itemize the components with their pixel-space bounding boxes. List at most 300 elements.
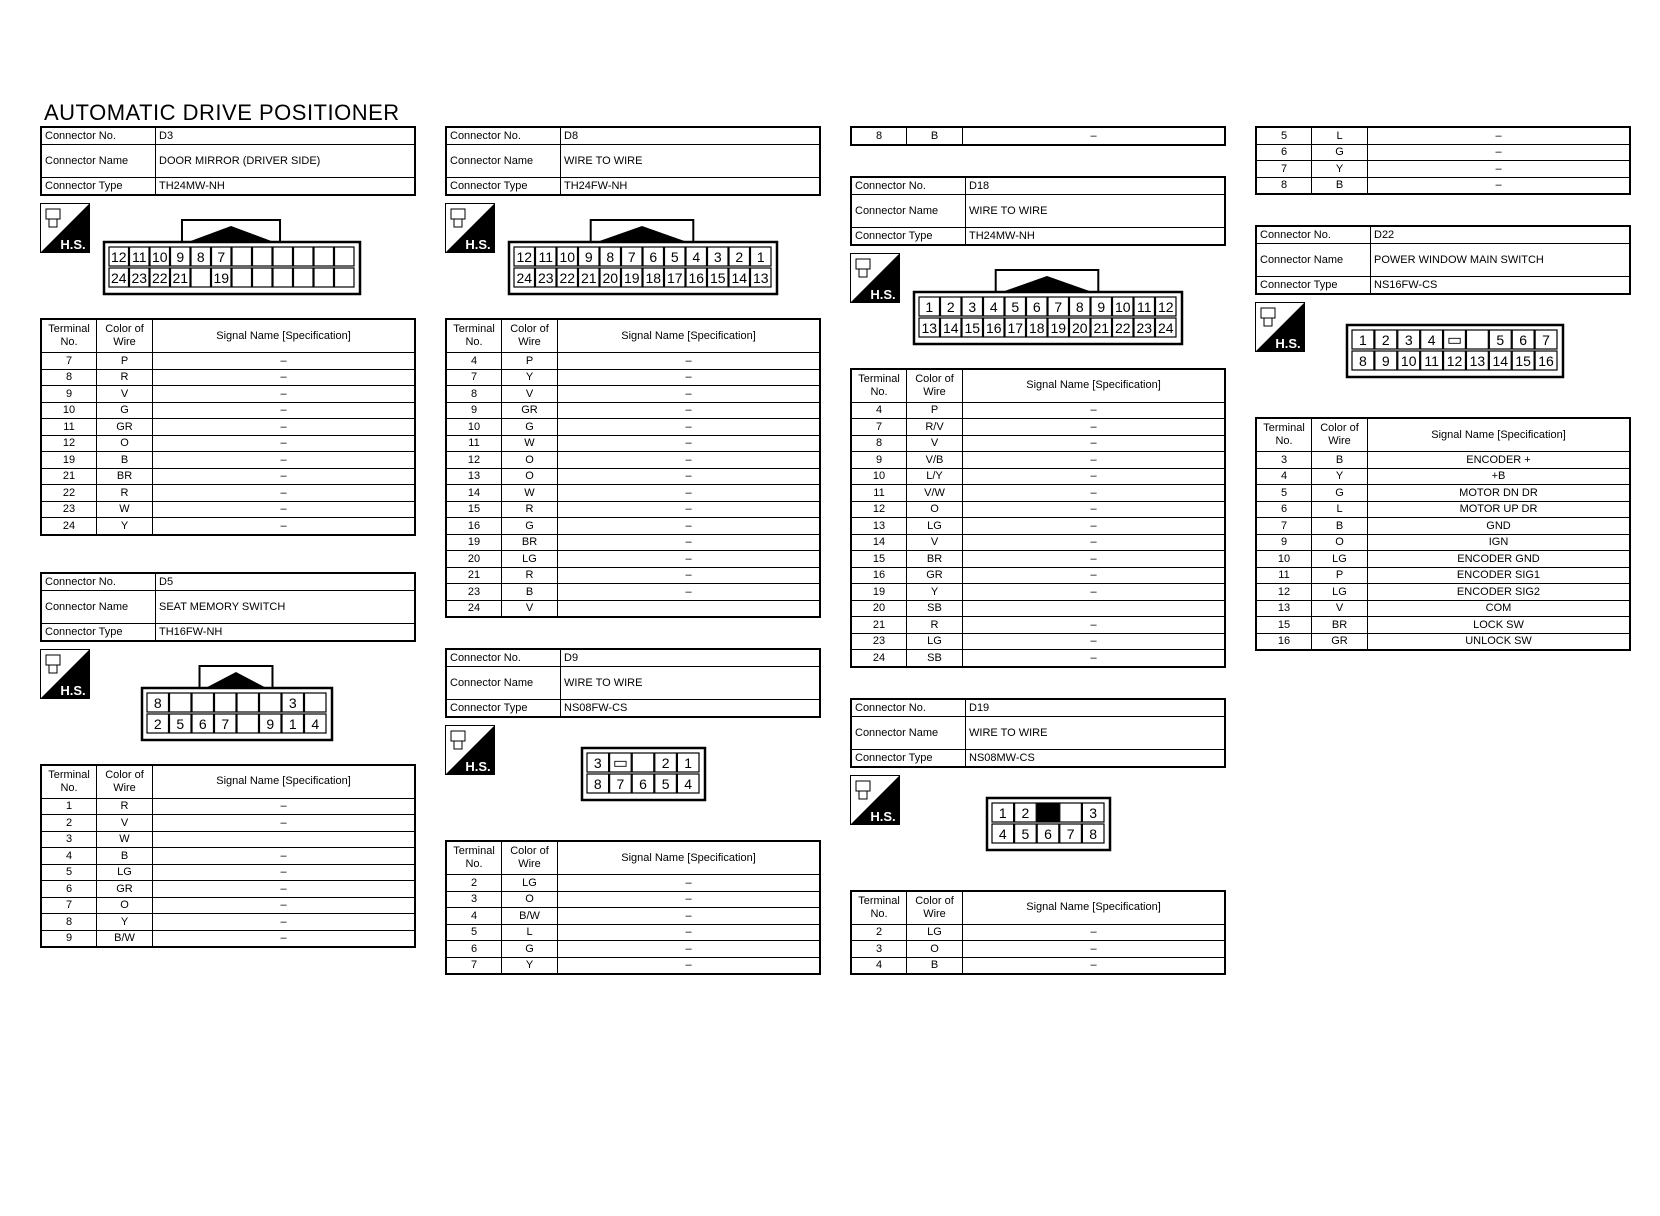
pin-number: 7 bbox=[616, 776, 625, 792]
pin-cell bbox=[170, 693, 192, 712]
table-row bbox=[41, 881, 415, 898]
table-cell: ENCODER SIG1 bbox=[1368, 567, 1631, 584]
table-cell: 12 bbox=[446, 452, 502, 469]
table-cell: – bbox=[963, 452, 1226, 469]
table-cell: R bbox=[97, 485, 153, 502]
pin-number: 11 bbox=[538, 249, 554, 265]
pin-number: 12 bbox=[516, 249, 533, 265]
pin-number: 4 bbox=[311, 715, 320, 732]
header-signal: Signal Name [Specification] bbox=[1368, 418, 1631, 452]
pin-number: 9 bbox=[1097, 298, 1106, 315]
info-row bbox=[1256, 226, 1630, 244]
pin-number: 2 bbox=[661, 755, 670, 771]
pin-number: 22 bbox=[1114, 319, 1131, 336]
table-cell: – bbox=[558, 957, 821, 974]
table-row bbox=[1256, 518, 1630, 535]
connector-type: NS08FW-CS bbox=[561, 700, 821, 718]
table-row bbox=[851, 584, 1225, 601]
table-cell: BR bbox=[502, 534, 558, 551]
table-cell: – bbox=[153, 501, 416, 518]
table-row bbox=[1256, 633, 1630, 650]
pin-number: 5 bbox=[670, 249, 679, 265]
table-row bbox=[41, 435, 415, 452]
pin-number: 12 bbox=[1446, 353, 1463, 369]
info-row bbox=[41, 127, 415, 145]
table-cell: O bbox=[502, 452, 558, 469]
table-cell: 8 bbox=[41, 369, 97, 386]
table-cell: B bbox=[907, 957, 963, 974]
pin-number: 22 bbox=[151, 270, 168, 286]
table-cell: GR bbox=[502, 402, 558, 419]
connector-diagram bbox=[850, 246, 1226, 368]
info-row bbox=[851, 194, 1225, 227]
pin-number: 1 bbox=[925, 298, 934, 315]
table-row bbox=[1256, 452, 1630, 469]
table-row bbox=[851, 650, 1225, 667]
pin-cell bbox=[232, 268, 252, 287]
table-row bbox=[851, 485, 1225, 502]
table-row bbox=[1256, 127, 1630, 144]
connector-type: NS16FW-CS bbox=[1371, 277, 1631, 295]
table-cell: – bbox=[558, 369, 821, 386]
table-cell: 5 bbox=[1256, 485, 1312, 502]
table-cell: – bbox=[963, 941, 1226, 958]
table-cell: – bbox=[558, 353, 821, 370]
table-cell: – bbox=[963, 551, 1226, 568]
info-label: Connector No. bbox=[851, 177, 966, 195]
table-row bbox=[446, 551, 820, 568]
table-cell: – bbox=[153, 798, 416, 815]
page-title: AUTOMATIC DRIVE POSITIONER bbox=[44, 100, 400, 125]
header-color: Color of Wire bbox=[1312, 418, 1368, 452]
connector-name: SEAT MEMORY SWITCH bbox=[156, 590, 416, 623]
pin-number: 5 bbox=[661, 776, 670, 792]
info-row bbox=[851, 749, 1225, 767]
table-header-row bbox=[446, 841, 820, 875]
table-cell bbox=[153, 831, 416, 848]
table-cell: 5 bbox=[446, 924, 502, 941]
connector-name: POWER WINDOW MAIN SWITCH bbox=[1371, 244, 1631, 277]
table-row bbox=[41, 864, 415, 881]
table-cell: B bbox=[97, 848, 153, 865]
table-row bbox=[41, 815, 415, 832]
info-row bbox=[41, 590, 415, 623]
table-cell: R bbox=[97, 369, 153, 386]
table-cell: L bbox=[1312, 501, 1368, 518]
table-cell: GR bbox=[907, 567, 963, 584]
pin-number: 4 bbox=[989, 298, 998, 315]
pin-number: 24 bbox=[516, 270, 533, 286]
table-cell: – bbox=[558, 468, 821, 485]
header-signal: Signal Name [Specification] bbox=[558, 319, 821, 353]
pin-number: 23 bbox=[1136, 319, 1153, 336]
connector-face bbox=[580, 736, 709, 826]
table-cell: 19 bbox=[851, 584, 907, 601]
hs-label: H.S. bbox=[870, 286, 896, 302]
info-label: Connector No. bbox=[446, 649, 561, 667]
table-row bbox=[851, 501, 1225, 518]
info-row bbox=[851, 177, 1225, 195]
header-color: Color of Wire bbox=[502, 319, 558, 353]
info-label: Connector Type bbox=[851, 227, 966, 245]
pin-number: 11 bbox=[1136, 298, 1152, 315]
header-terminal: Terminal No. bbox=[851, 369, 907, 403]
table-cell: 24 bbox=[851, 650, 907, 667]
table-row bbox=[1256, 485, 1630, 502]
table-cell: – bbox=[1368, 144, 1631, 161]
table-cell: BR bbox=[97, 468, 153, 485]
pin-number: 18 bbox=[645, 270, 662, 286]
table-cell: – bbox=[963, 485, 1226, 502]
pin-number: 5 bbox=[176, 715, 185, 732]
table-row bbox=[41, 848, 415, 865]
info-label: Connector No. bbox=[41, 127, 156, 145]
table-cell: Y bbox=[502, 957, 558, 974]
table-cell: – bbox=[558, 551, 821, 568]
table-cell: – bbox=[153, 848, 416, 865]
connector-name: WIRE TO WIRE bbox=[561, 667, 821, 700]
table-cell: W bbox=[97, 501, 153, 518]
table-cell: V/W bbox=[907, 485, 963, 502]
table-row bbox=[851, 518, 1225, 535]
pin-number: 24 bbox=[1157, 319, 1174, 336]
table-row bbox=[446, 567, 820, 584]
table-row bbox=[851, 617, 1225, 634]
table-row bbox=[446, 435, 820, 452]
table-row bbox=[446, 941, 820, 958]
table-cell: – bbox=[558, 924, 821, 941]
info-row bbox=[851, 716, 1225, 749]
pin-number: 17 bbox=[666, 270, 683, 286]
pin-number: 12 bbox=[1157, 298, 1174, 315]
harness-side-icon bbox=[445, 203, 495, 253]
pin-number: 19 bbox=[213, 270, 230, 286]
header-color: Color of Wire bbox=[502, 841, 558, 875]
info-row bbox=[41, 178, 415, 196]
table-cell: G bbox=[502, 419, 558, 436]
table-cell: W bbox=[502, 435, 558, 452]
table-cell: – bbox=[558, 908, 821, 925]
harness-side-icon bbox=[1255, 302, 1305, 352]
table-cell: 4 bbox=[446, 353, 502, 370]
table-cell: – bbox=[153, 419, 416, 436]
table-cell: – bbox=[153, 353, 416, 370]
table-cell: G bbox=[97, 402, 153, 419]
pin-cell bbox=[335, 268, 355, 287]
table-cell: B/W bbox=[97, 930, 153, 947]
header-terminal: Terminal No. bbox=[851, 891, 907, 925]
table-cell: 11 bbox=[446, 435, 502, 452]
pin-number: 18 bbox=[1028, 319, 1045, 336]
table-row bbox=[851, 127, 1225, 145]
table-cell: – bbox=[558, 485, 821, 502]
table-cell: – bbox=[963, 518, 1226, 535]
table-cell: 11 bbox=[41, 419, 97, 436]
header-terminal: Terminal No. bbox=[41, 765, 97, 799]
table-cell: B bbox=[1312, 518, 1368, 535]
table-cell: – bbox=[558, 452, 821, 469]
connector-no: D8 bbox=[561, 127, 821, 145]
table-cell: – bbox=[153, 897, 416, 914]
table-row bbox=[851, 633, 1225, 650]
table-cell: 23 bbox=[851, 633, 907, 650]
table-row bbox=[851, 534, 1225, 551]
info-label: Connector Type bbox=[41, 178, 156, 196]
table-cell: – bbox=[153, 485, 416, 502]
info-row bbox=[1256, 244, 1630, 277]
connector-type: TH24MW-NH bbox=[156, 178, 416, 196]
table-cell: 15 bbox=[446, 501, 502, 518]
table-cell: Y bbox=[502, 369, 558, 386]
connector-block bbox=[850, 698, 1226, 976]
table-header-row bbox=[41, 319, 415, 353]
column-1 bbox=[40, 126, 416, 948]
table-header-row bbox=[446, 319, 820, 353]
table-cell: O bbox=[502, 891, 558, 908]
pin-cell bbox=[232, 247, 252, 266]
table-row bbox=[851, 600, 1225, 617]
table-cell: 4 bbox=[1256, 468, 1312, 485]
info-row bbox=[446, 700, 820, 718]
table-cell: R bbox=[502, 501, 558, 518]
connector-face bbox=[102, 214, 364, 304]
header-terminal: Terminal No. bbox=[41, 319, 97, 353]
table-cell: V bbox=[907, 534, 963, 551]
pin-cell bbox=[273, 268, 293, 287]
table-cell: ENCODER SIG2 bbox=[1368, 584, 1631, 601]
table-row bbox=[446, 891, 820, 908]
pin-number: 3 bbox=[1089, 804, 1098, 821]
table-cell: 14 bbox=[851, 534, 907, 551]
pin-number: 4 bbox=[1427, 332, 1436, 348]
pin-number: 15 bbox=[964, 319, 981, 336]
table-cell: ENCODER GND bbox=[1368, 551, 1631, 568]
info-label: Connector Type bbox=[446, 700, 561, 718]
connector-block bbox=[40, 572, 416, 949]
table-cell: – bbox=[963, 567, 1226, 584]
table-cell: ENCODER + bbox=[1368, 452, 1631, 469]
connector-type: TH16FW-NH bbox=[156, 623, 416, 641]
pin-number: 14 bbox=[731, 270, 748, 286]
pin-number: 7 bbox=[1066, 825, 1075, 842]
table-cell: 8 bbox=[851, 435, 907, 452]
hs-label: H.S. bbox=[870, 808, 896, 824]
table-row bbox=[446, 353, 820, 370]
table-header-row bbox=[1256, 418, 1630, 452]
pin-number: 1 bbox=[998, 804, 1007, 821]
table-cell: 11 bbox=[851, 485, 907, 502]
pin-number: 6 bbox=[198, 715, 207, 732]
table-cell: 21 bbox=[41, 468, 97, 485]
connector-name: WIRE TO WIRE bbox=[966, 716, 1226, 749]
pin-number: 9 bbox=[1381, 353, 1390, 369]
pin-number: 7 bbox=[217, 249, 226, 265]
table-row bbox=[41, 485, 415, 502]
table-row bbox=[851, 402, 1225, 419]
header-terminal: Terminal No. bbox=[446, 319, 502, 353]
pin-cell bbox=[237, 693, 259, 712]
table-row bbox=[41, 419, 415, 436]
table-row bbox=[41, 402, 415, 419]
table-cell bbox=[963, 600, 1226, 617]
table-row bbox=[851, 468, 1225, 485]
pin-number: 16 bbox=[1538, 353, 1554, 369]
pin-number: 7 bbox=[1054, 298, 1063, 315]
table-row bbox=[851, 957, 1225, 974]
table-cell: 24 bbox=[41, 518, 97, 535]
terminal-table bbox=[850, 890, 1226, 976]
pin-number: 11 bbox=[131, 249, 147, 265]
info-label: Connector Type bbox=[41, 623, 156, 641]
pin-number: 21 bbox=[172, 270, 189, 286]
header-terminal: Terminal No. bbox=[446, 841, 502, 875]
table-cell: 5 bbox=[1256, 127, 1312, 144]
pin-number: 13 bbox=[752, 270, 769, 286]
pin-number: 1 bbox=[288, 715, 297, 732]
table-cell: L bbox=[502, 924, 558, 941]
connector-block bbox=[40, 126, 416, 536]
pin-number: ▭ bbox=[612, 755, 628, 772]
table-cell: – bbox=[558, 435, 821, 452]
info-label: Connector No. bbox=[1256, 226, 1371, 244]
harness-side-icon bbox=[850, 253, 900, 303]
pin-number: 1 bbox=[756, 249, 765, 265]
table-row bbox=[41, 452, 415, 469]
table-cell: 19 bbox=[41, 452, 97, 469]
table-cell: – bbox=[963, 534, 1226, 551]
table-cell: – bbox=[558, 891, 821, 908]
connector-face bbox=[985, 786, 1114, 876]
info-label: Connector No. bbox=[446, 127, 561, 145]
table-cell: P bbox=[907, 402, 963, 419]
table-header-row bbox=[41, 765, 415, 799]
pin-number: 2 bbox=[153, 715, 162, 732]
pin-number: 3 bbox=[288, 694, 297, 711]
info-row bbox=[41, 623, 415, 641]
connector-block bbox=[850, 176, 1226, 668]
table-cell: V bbox=[97, 386, 153, 403]
connector-type: TH24MW-NH bbox=[966, 227, 1226, 245]
pin-number: 3 bbox=[593, 755, 602, 771]
table-cell: 8 bbox=[446, 386, 502, 403]
table-cell: – bbox=[963, 419, 1226, 436]
table-cell: – bbox=[963, 957, 1226, 974]
terminal-table bbox=[40, 318, 416, 536]
table-cell: 6 bbox=[446, 941, 502, 958]
table-row bbox=[446, 957, 820, 974]
table-cell: L bbox=[1312, 127, 1368, 144]
connector-diagram bbox=[850, 768, 1226, 890]
table-cell: 3 bbox=[446, 891, 502, 908]
table-cell: 12 bbox=[1256, 584, 1312, 601]
connector-face bbox=[507, 214, 781, 304]
table-row bbox=[1256, 617, 1630, 634]
info-label: Connector Type bbox=[1256, 277, 1371, 295]
table-cell: GR bbox=[97, 419, 153, 436]
connector-diagram bbox=[40, 642, 416, 764]
table-cell: BR bbox=[907, 551, 963, 568]
table-cell: O bbox=[502, 468, 558, 485]
table-cell bbox=[558, 600, 821, 617]
pin-cell bbox=[314, 247, 334, 266]
connector-no: D9 bbox=[561, 649, 821, 667]
table-row bbox=[1256, 468, 1630, 485]
table-row bbox=[446, 924, 820, 941]
table-cell: 14 bbox=[446, 485, 502, 502]
table-cell: 22 bbox=[41, 485, 97, 502]
table-cell: Y bbox=[97, 914, 153, 931]
table-cell: 3 bbox=[41, 831, 97, 848]
connector-diagram bbox=[40, 196, 416, 318]
table-cell: 7 bbox=[851, 419, 907, 436]
table-cell: – bbox=[153, 386, 416, 403]
table-row bbox=[851, 435, 1225, 452]
header-signal: Signal Name [Specification] bbox=[558, 841, 821, 875]
connector-diagram bbox=[445, 718, 821, 840]
table-row bbox=[446, 600, 820, 617]
header-color: Color of Wire bbox=[907, 891, 963, 925]
table-cell: UNLOCK SW bbox=[1368, 633, 1631, 650]
connector-info-table bbox=[850, 698, 1226, 768]
table-cell: 23 bbox=[446, 584, 502, 601]
table-cell: 15 bbox=[1256, 617, 1312, 634]
table-row bbox=[446, 485, 820, 502]
info-row bbox=[1256, 277, 1630, 295]
table-cell: – bbox=[963, 633, 1226, 650]
table-cell: – bbox=[963, 468, 1226, 485]
info-row bbox=[41, 573, 415, 591]
pin-number: 17 bbox=[1007, 319, 1024, 336]
table-cell: – bbox=[558, 419, 821, 436]
table-cell: O bbox=[907, 501, 963, 518]
table-cell: – bbox=[963, 617, 1226, 634]
table-row bbox=[446, 501, 820, 518]
pin-number: 8 bbox=[1089, 825, 1098, 842]
pin-cell bbox=[237, 714, 259, 733]
pin-number: 4 bbox=[692, 249, 701, 265]
table-row bbox=[41, 831, 415, 848]
connector-info-table bbox=[40, 126, 416, 196]
info-row bbox=[41, 145, 415, 178]
connector-block bbox=[850, 126, 1226, 146]
terminal-table bbox=[1255, 417, 1631, 651]
pin-number: 14 bbox=[942, 319, 959, 336]
info-label: Connector Name bbox=[41, 145, 156, 178]
table-cell: V bbox=[1312, 600, 1368, 617]
pin-number: 15 bbox=[709, 270, 726, 286]
pin-number: 3 bbox=[1404, 332, 1413, 348]
info-label: Connector Name bbox=[446, 667, 561, 700]
table-cell: 15 bbox=[851, 551, 907, 568]
terminal-table-continued bbox=[850, 126, 1226, 146]
table-cell: 6 bbox=[41, 881, 97, 898]
table-row bbox=[41, 369, 415, 386]
pin-cell bbox=[1466, 330, 1488, 349]
pin-number: 10 bbox=[1114, 298, 1131, 315]
info-label: Connector Name bbox=[41, 590, 156, 623]
pin-number: 19 bbox=[623, 270, 640, 286]
table-cell: R/V bbox=[907, 419, 963, 436]
table-cell: – bbox=[153, 914, 416, 931]
table-header-row bbox=[851, 369, 1225, 403]
table-cell: – bbox=[153, 402, 416, 419]
pin-cell bbox=[215, 693, 237, 712]
table-cell: – bbox=[153, 881, 416, 898]
table-cell: 13 bbox=[446, 468, 502, 485]
table-cell: – bbox=[153, 815, 416, 832]
pin-number: 15 bbox=[1515, 353, 1531, 369]
table-cell: Y bbox=[97, 518, 153, 535]
